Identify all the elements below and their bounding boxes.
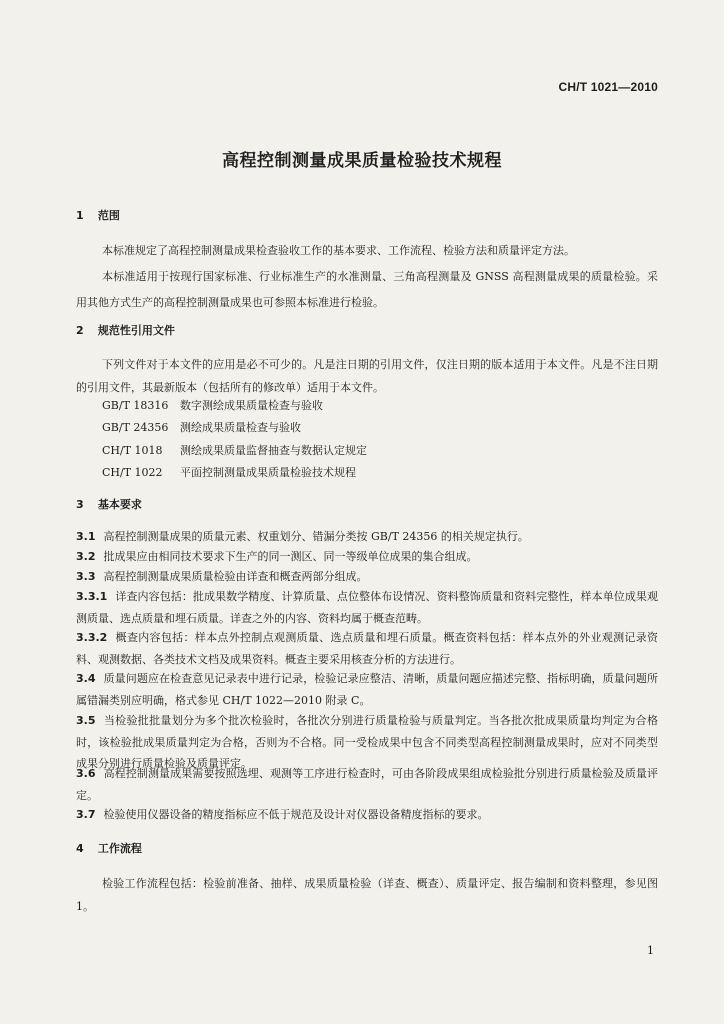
clause-3-3-1 [76, 586, 658, 629]
section-title: 工作流程 [97, 842, 142, 855]
section-1-heading [76, 207, 120, 223]
clause-text: 高程控制测量成果质量检验由详查和概查两部分组成。 [103, 570, 368, 583]
section-1-para-1: 本标准规定了高程控制测量成果检查验收工作的基本要求、工作流程、检验方法和质量评定方法。 [102, 244, 575, 257]
reference-title: 平面控制测量成果质量检验技术规程 [180, 466, 356, 480]
clause-number: 3.7 [76, 808, 96, 821]
clause-3-3-2 [76, 627, 658, 670]
clause-text: 高程控制测量成果需要按照选埋、观测等工序进行检查时，可由各阶段成果组成检验批分别进行质量检验及质量评定。 [76, 767, 658, 802]
reference-item [102, 462, 367, 484]
clause-number: 3.2 [76, 550, 96, 563]
clause-3-6 [76, 763, 658, 806]
clause-number: 3.4 [76, 672, 96, 685]
clause-text: 当检验批批量划分为多个批次检验时，各批次分别进行质量检验与质量判定。当各批次批成果质量均判定为合格时，该检验批成果质量判定为合格，否则为不合格。同一受检成果中包含不同类型高程控制测量成果时，应对不同类型成果分别进行质量检验及质量评定。 [76, 714, 658, 770]
reference-code: GB/T 18316 [102, 399, 169, 412]
standard-code: CH/T 1021—2010 [558, 80, 658, 94]
section-title: 规范性引用文件 [97, 324, 175, 337]
section-title: 基本要求 [97, 498, 142, 511]
section-4-heading [76, 840, 142, 856]
clause-3-7 [76, 804, 658, 826]
reference-title: 测绘成果质量监督抽查与数据认定规定 [180, 443, 367, 457]
clause-text: 详查内容包括：批成果数学精度、计算质量、点位整体布设情况、资料整饰质量和资料完整性，样本单位成果观测质量、选点质量和埋石质量。详查之外的内容、资料均属于概查范畴。 [76, 590, 658, 625]
reference-list [102, 395, 367, 485]
clause-text: 质量问题应在检查意见记录表中进行记录，检验记录应整洁、清晰，质量问题应描述完整、指标明确，质量问题所属错漏类别应明确，格式参见 CH/T 1022—2010 附录 C。 [76, 672, 658, 707]
clause-number: 3.3.2 [76, 631, 108, 644]
clause-number: 3.3.1 [76, 590, 108, 603]
section-number: 4 [76, 842, 84, 855]
section-number: 3 [76, 498, 84, 511]
clause-3-1 [76, 526, 658, 548]
reference-item [102, 395, 367, 417]
clause-3-2 [76, 546, 658, 568]
section-4-para: 检验工作流程包括：检验前准备、抽样、成果质量检验（详查、概查）、质量评定、报告编制和资料整理，参见图 1。 [76, 877, 658, 913]
section-title: 范围 [97, 209, 120, 222]
section-2-intro: 下列文件对于本文件的应用是必不可少的。凡是注日期的引用文件，仅注日期的版本适用于本文件。凡是不注日期的引用文件，其最新版本（包括所有的修改单）适用于本文件。 [76, 358, 658, 394]
clause-text: 检验使用仪器设备的精度指标应不低于规范及设计对仪器设备精度指标的要求。 [103, 808, 489, 821]
clause-3-3 [76, 566, 658, 588]
page-number: 1 [647, 944, 654, 957]
reference-code: CH/T 1018 [102, 443, 163, 457]
clause-number: 3.5 [76, 714, 96, 727]
clause-text: 高程控制测量成果的质量元素、权重划分、错漏分类按 GB/T 24356 的相关规定执行。 [103, 530, 529, 543]
document-title: 高程控制测量成果质量检验技术规程 [222, 151, 502, 171]
section-2-heading [76, 322, 175, 338]
clause-number: 3.3 [76, 570, 96, 583]
clause-text: 批成果应由相同技术要求下生产的同一测区、同一等级单位成果的集合组成。 [103, 550, 478, 563]
section-number: 2 [76, 324, 84, 337]
reference-title: 测绘成果质量检查与验收 [180, 421, 301, 435]
clause-3-4 [76, 668, 658, 711]
reference-item [102, 440, 367, 462]
reference-title: 数字测绘成果质量检查与验收 [180, 399, 323, 412]
clause-number: 3.1 [76, 530, 96, 543]
reference-item [102, 417, 367, 439]
reference-code: GB/T 24356 [102, 421, 169, 435]
section-3-heading [76, 496, 142, 512]
clause-number: 3.6 [76, 767, 96, 780]
section-number: 1 [76, 209, 84, 222]
clause-text: 概查内容包括：样本点外控制点观测质量、选点质量和埋石质量。概查资料包括：样本点外的外业观测记录资料、观测数据、各类技术文档及成果资料。概查主要采用核查分析的方法进行。 [76, 631, 658, 666]
reference-code: CH/T 1022 [102, 466, 163, 480]
section-1-para-2: 本标准适用于按现行国家标准、行业标准生产的水准测量、三角高程测量及 GNSS 高程测量成果的质量检验。采用其他方式生产的高程控制测量成果也可参照本标准进行检验。 [76, 270, 658, 309]
